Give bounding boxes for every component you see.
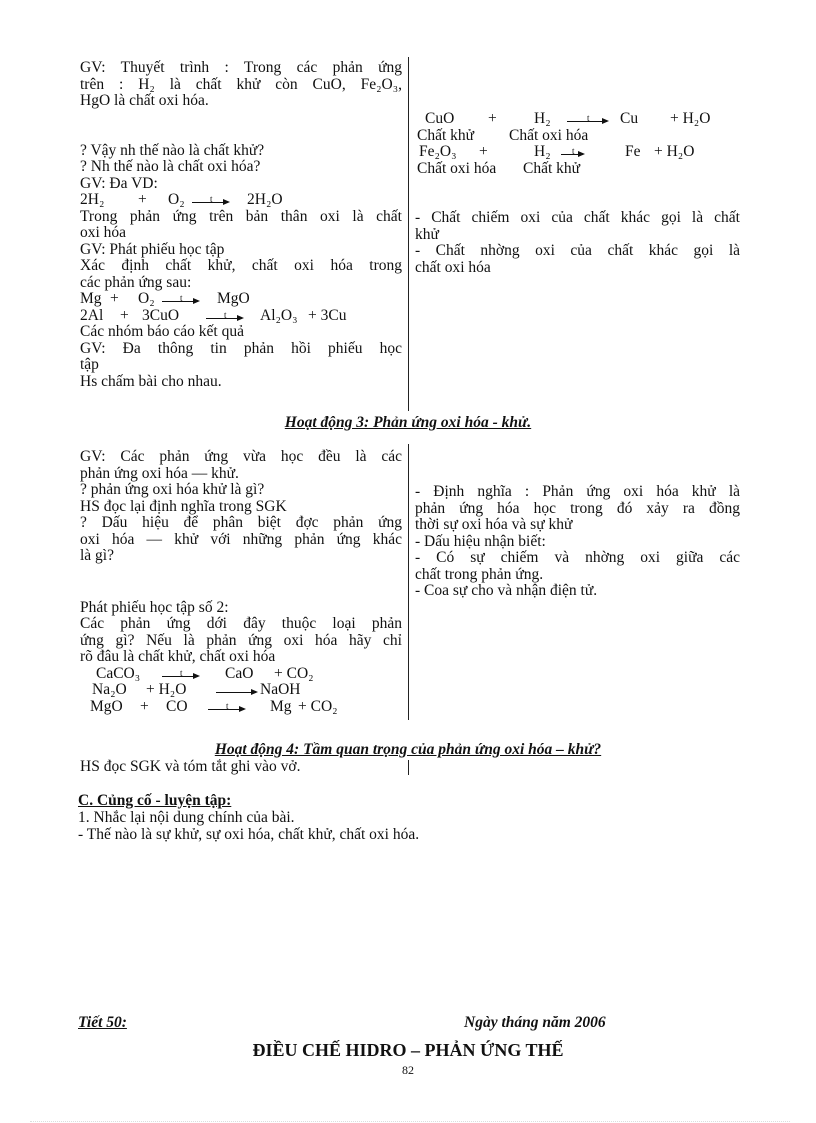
eq-term: + CO₂ (298, 697, 338, 715)
arrow-label: t (587, 113, 590, 123)
eq-term: H₂ (534, 143, 551, 160)
eq-term: + H₂O (146, 681, 187, 698)
arrow-label: t (180, 293, 183, 303)
text-line: - Dấu hiệu nhận biết: (415, 532, 546, 550)
text-line: GV: Các phản ứng vừa học đều là các (80, 448, 402, 465)
text-line: GV: Đa thông tin phản hồi phiếu học (80, 339, 402, 357)
text-line: HgO là chất oxi hóa. (80, 92, 209, 109)
eq-term: Cu (620, 110, 639, 127)
text-line: Xác định chất khử, chất oxi hóa trong (80, 257, 402, 274)
eq-term: + (110, 290, 119, 307)
eq-term: CaO (225, 664, 254, 682)
sec3-left-column (80, 449, 402, 715)
arrow-label: t (210, 194, 213, 204)
eq-term: Fe (625, 143, 641, 160)
section-c-title: C. Củng cố - luyện tập: (78, 792, 232, 809)
lesson-date: Ngày tháng năm 2006 (464, 1014, 606, 1031)
text-line: chất oxi hóa (415, 258, 491, 276)
text-line: Phát phiếu học tập số 2: (80, 598, 229, 616)
arrow-label: t (180, 667, 183, 678)
equation-mg-o2 (80, 291, 402, 308)
lesson-number: Tiết 50: (78, 1014, 127, 1031)
text-line: trên : H₂ là chất khử còn CuO, Fe₂O₃, (80, 75, 402, 93)
sec2-right-column (415, 111, 740, 276)
equation-mgo-co (80, 699, 402, 716)
eq-term: CaCO₃ (96, 664, 141, 682)
reaction-arrow (208, 700, 244, 711)
equation-cuo-h2 (415, 111, 740, 128)
eq-term: + (488, 110, 497, 127)
text-line: thời sự oxi hóa và sự khử (415, 516, 573, 533)
eq-term: 2H₂ (80, 191, 105, 208)
lesson-title: ĐIỀU CHẾ HIDRO – PHẢN ỨNG THẾ (252, 1040, 564, 1060)
text-line: GV: Phát phiếu học tập (80, 240, 225, 258)
text-line: oxi hóa (80, 224, 127, 241)
eq-term: MgO (217, 290, 250, 307)
arrow-label: t (572, 146, 575, 156)
eq-term: + H₂O (654, 143, 695, 160)
reaction-arrow (567, 113, 607, 123)
eq-term: MgO (90, 697, 123, 715)
reaction-arrow (561, 146, 583, 156)
eq-label: Chất khử (417, 126, 475, 144)
eq-term: + (479, 143, 488, 160)
text-line: ? Nh thế nào là chất oxi hóa? (80, 158, 261, 175)
table-divider-middle (408, 444, 409, 720)
text-line: tập (80, 356, 99, 373)
text-line: chất trong phản ứng. (415, 565, 544, 583)
text-line: - Định nghĩa : Phản ứng oxi hóa khử là (415, 483, 740, 500)
text-line: ứng gì? Nếu là phản ứng oxi hóa hãy chỉ (80, 631, 402, 649)
text-line: ? Vậy nh thế nào là chất khử? (80, 141, 265, 159)
table-divider-bottom (408, 760, 409, 775)
heading-activity-3: Hoạt động 3: Phản ứng oxi hóa - khử. (284, 414, 532, 431)
text-line: phản ứng hóa học trong đó xảy ra đồng (415, 499, 740, 517)
reaction-arrow (206, 309, 242, 320)
text-line: khử (415, 225, 439, 243)
eq-term: Mg (270, 697, 292, 715)
text-line: HS đọc lại định nghĩa trong SGK (80, 497, 287, 515)
text-line: GV: Đa VD: (80, 174, 158, 192)
arrow-label: t (224, 309, 227, 320)
equation-na2o (80, 682, 402, 699)
equation-labels-1 (415, 128, 740, 145)
eq-term: + H₂O (670, 110, 711, 127)
eq-term: O₂ (168, 191, 185, 208)
eq-term: 2Al (80, 306, 104, 324)
text-line: - Chất nhờng oxi của chất khác gọi là (415, 242, 740, 259)
text-line: phản ứng oxi hóa — khử. (80, 464, 239, 482)
equation-labels-2 (415, 161, 740, 178)
text-line: - Thế nào là sự khử, sự oxi hóa, chất khử, chất oxi hóa. (78, 826, 420, 843)
text-line: Các phản ứng dới đây thuộc loại phản (80, 615, 402, 632)
text-line: ? Dấu hiệu để phân biệt đợc phản ứng (80, 514, 402, 531)
eq-term: + (120, 306, 129, 324)
eq-term: CO (166, 697, 188, 715)
text-line: - Chất chiếm oxi của chất khác gọi là chất (415, 209, 740, 226)
page-number: 82 (402, 1063, 414, 1077)
eq-term: + (138, 191, 147, 208)
arrow-label: t (226, 700, 229, 711)
text-line: HS đọc SGK và tóm tắt ghi vào vở. (80, 758, 301, 775)
reaction-arrow (216, 692, 256, 693)
text-line: 1. Nhắc lại nội dung chính của bài. (78, 809, 295, 826)
eq-term: Mg (80, 290, 102, 307)
eq-term: CuO (425, 110, 455, 127)
reaction-arrow (162, 293, 198, 303)
eq-label: Chất khử (523, 159, 581, 177)
reaction-arrow (162, 667, 198, 678)
page-edge (30, 1121, 790, 1122)
heading-activity-4: Hoạt động 4: Tầm quan trọng của phản ứng oxi hóa – khử? (214, 741, 602, 758)
text-line: GV: Thuyết trình : Trong các phản ứng (80, 59, 402, 76)
eq-term: O₂ (138, 290, 155, 307)
text-line: các phản ứng sau: (80, 273, 192, 291)
eq-term: H₂ (534, 110, 551, 127)
sec3-right-column (415, 484, 740, 600)
equation-2h2-o2 (80, 192, 402, 209)
eq-term: + CO₂ (274, 664, 314, 682)
reaction-arrow (192, 194, 228, 204)
equation-fe2o3-h2 (415, 144, 740, 161)
table-divider-top (408, 57, 409, 411)
text-line: là gì? (80, 547, 114, 564)
text-line: ? phản ứng oxi hóa khử là gì? (80, 481, 265, 498)
text-line: - Có sự chiếm và nhờng oxi giữa các (415, 549, 740, 566)
eq-label: Chất oxi hóa (417, 159, 497, 177)
text-line: rõ đâu là chất khử, chất oxi hóa (80, 648, 276, 665)
text-line: Các nhóm báo cáo kết quả (80, 323, 244, 340)
eq-term: 3CuO (142, 306, 180, 324)
sec2-left-column (80, 60, 402, 390)
eq-term: + (140, 697, 149, 715)
equation-al-cuo (80, 308, 402, 325)
eq-term: Al₂O₃ (260, 306, 298, 324)
eq-term: Fe₂O₃ (419, 143, 457, 160)
text-line: Hs chấm bài cho nhau. (80, 372, 222, 390)
eq-label: Chất oxi hóa (509, 126, 589, 144)
text-line: Trong phản ứng trên bản thân oxi là chất (80, 207, 402, 225)
text-line: oxi hóa — khử với những phản ứng khác (80, 530, 402, 548)
eq-term: + 3Cu (308, 306, 347, 324)
equation-caco3 (80, 666, 402, 683)
eq-term: Na₂O (92, 681, 127, 698)
text-line: - Coa sự cho và nhận điện tử. (415, 582, 598, 599)
sec4-left-column (80, 759, 402, 776)
eq-term: 2H₂O (247, 191, 283, 208)
eq-term: NaOH (260, 681, 301, 698)
